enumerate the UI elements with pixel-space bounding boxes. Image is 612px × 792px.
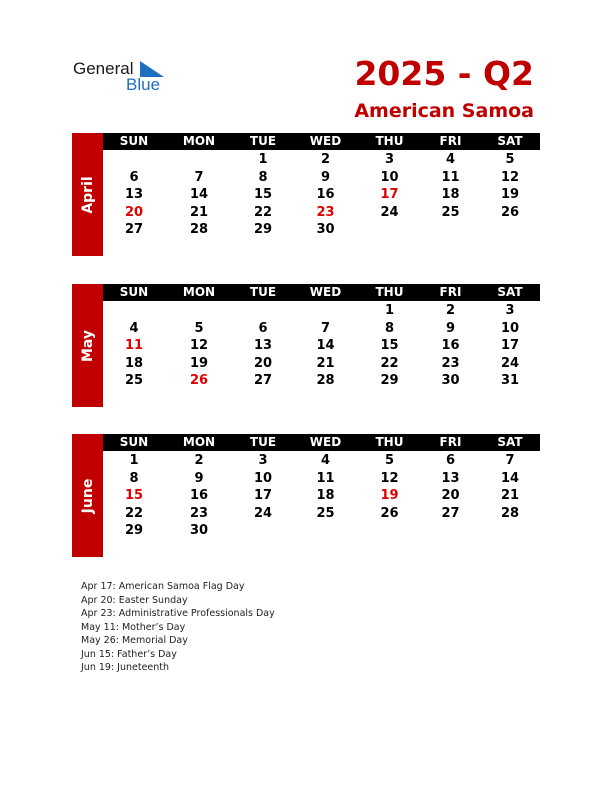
day-cell: 15 xyxy=(124,488,144,504)
day-cell: 12 xyxy=(189,338,209,354)
weekday-label: THU xyxy=(375,285,404,299)
day-cell: 15 xyxy=(380,338,399,354)
day-cell: 24 xyxy=(500,355,520,371)
day-cell: 14 xyxy=(316,338,335,354)
day-cell: 28 xyxy=(189,222,209,238)
day-cell: 4 xyxy=(320,453,331,468)
month-block-1 xyxy=(72,284,540,407)
day-cell: 10 xyxy=(380,169,399,185)
day-cell: 22 xyxy=(380,355,399,371)
weekday-label: WED xyxy=(309,134,342,148)
day-cell: 5 xyxy=(384,453,395,468)
day-cell: 19 xyxy=(380,488,399,504)
day-cell: 14 xyxy=(500,470,520,486)
day-cell: 24 xyxy=(380,204,399,220)
day-cell: 12 xyxy=(380,470,399,486)
day-cell: 16 xyxy=(316,187,335,203)
weekday-header xyxy=(103,434,540,451)
weekday-header xyxy=(103,284,540,301)
day-cell: 11 xyxy=(316,470,335,486)
weekday-label: SUN xyxy=(119,435,149,449)
day-cell: 1 xyxy=(129,453,139,468)
day-cell: 13 xyxy=(441,470,460,486)
day-cell: 26 xyxy=(189,373,209,389)
day-cell: 9 xyxy=(320,169,331,185)
day-cell: 19 xyxy=(500,187,520,203)
day-cell: 11 xyxy=(441,169,460,185)
day-cell: 3 xyxy=(505,303,515,318)
month-side-label xyxy=(72,434,103,557)
month-side-label xyxy=(72,284,103,407)
day-cell: 25 xyxy=(316,505,335,521)
day-cell: 6 xyxy=(445,453,456,468)
month-block-0 xyxy=(72,133,540,256)
month-block-2 xyxy=(72,434,540,557)
day-cell: 25 xyxy=(124,373,144,389)
day-cell: 1 xyxy=(258,152,268,167)
day-cell: 1 xyxy=(384,303,395,318)
day-cell: 8 xyxy=(384,320,395,336)
day-cell: 16 xyxy=(189,488,209,504)
day-cell: 4 xyxy=(129,320,139,336)
day-cell: 17 xyxy=(253,488,273,504)
day-cell: 15 xyxy=(253,187,273,203)
weekday-label: FRI xyxy=(439,285,462,299)
day-cell: 29 xyxy=(124,523,144,539)
day-cell: 8 xyxy=(129,470,139,486)
page-subtitle: American Samoa xyxy=(354,100,534,122)
day-cell: 6 xyxy=(129,169,139,185)
month-name: June xyxy=(79,478,96,513)
day-cell: 20 xyxy=(124,204,144,220)
day-cell: 25 xyxy=(441,204,460,220)
weekday-label: MON xyxy=(182,134,216,148)
weekday-label: SAT xyxy=(497,435,523,449)
page-title: 2025 - Q2 xyxy=(354,54,534,93)
day-cell: 27 xyxy=(124,222,144,238)
day-cell: 17 xyxy=(500,338,520,354)
day-cell: 21 xyxy=(316,355,335,371)
holiday-note: May 11: Mother’s Day xyxy=(81,621,186,633)
day-cell: 14 xyxy=(189,187,209,203)
day-cell: 5 xyxy=(505,152,515,167)
general-blue-logo xyxy=(73,59,173,95)
day-cell: 12 xyxy=(500,169,520,185)
day-cell: 23 xyxy=(316,204,335,220)
weekday-label: TUE xyxy=(249,435,277,449)
weekday-label: FRI xyxy=(439,435,462,449)
day-cell: 31 xyxy=(500,373,520,389)
holiday-note: Apr 23: Administrative Professionals Day xyxy=(81,608,275,619)
day-cell: 3 xyxy=(384,152,395,167)
day-cell: 18 xyxy=(124,355,144,371)
day-cell: 13 xyxy=(124,187,144,203)
weekday-label: THU xyxy=(375,134,404,148)
day-cell: 7 xyxy=(320,320,331,336)
day-cell: 30 xyxy=(441,373,460,389)
day-cell: 8 xyxy=(258,169,268,185)
weekday-label: THU xyxy=(375,435,404,449)
month-name: April xyxy=(79,175,96,214)
day-cell: 13 xyxy=(253,338,273,354)
day-cell: 30 xyxy=(189,523,209,539)
day-cell: 9 xyxy=(194,470,204,486)
day-cell: 5 xyxy=(194,320,204,336)
day-cell: 20 xyxy=(441,488,460,504)
day-cell: 30 xyxy=(316,222,335,238)
weekday-label: SAT xyxy=(497,285,523,299)
month-side-label xyxy=(72,133,103,256)
day-cell: 29 xyxy=(253,222,273,238)
day-cell: 2 xyxy=(445,303,456,318)
holiday-note: Apr 20: Easter Sunday xyxy=(81,594,188,606)
day-cell: 4 xyxy=(445,152,456,167)
weekday-label: WED xyxy=(309,285,342,299)
weekday-label: FRI xyxy=(439,134,462,148)
day-cell: 21 xyxy=(189,204,209,220)
weekday-label: SUN xyxy=(119,285,149,299)
holiday-note: Jun 19: Juneteenth xyxy=(81,662,170,673)
day-cell: 26 xyxy=(380,505,399,521)
weekday-label: SUN xyxy=(119,134,149,148)
day-cell: 27 xyxy=(253,373,273,389)
day-cell: 10 xyxy=(500,320,520,336)
holiday-note: Apr 17: American Samoa Flag Day xyxy=(81,581,245,592)
day-cell: 21 xyxy=(500,488,520,504)
month-name: May xyxy=(79,329,96,362)
day-cell: 20 xyxy=(253,355,273,371)
day-cell: 7 xyxy=(194,169,204,185)
weekday-label: TUE xyxy=(249,134,277,148)
day-cell: 11 xyxy=(124,338,144,354)
day-cell: 23 xyxy=(189,505,209,521)
day-cell: 28 xyxy=(316,373,335,389)
day-cell: 7 xyxy=(505,453,515,468)
day-cell: 2 xyxy=(320,152,331,167)
day-cell: 24 xyxy=(253,505,273,521)
day-cell: 6 xyxy=(258,320,268,336)
day-cell: 29 xyxy=(380,373,399,389)
day-cell: 19 xyxy=(189,355,209,371)
logo-text-general: General xyxy=(73,59,134,78)
day-cell: 22 xyxy=(124,505,144,521)
day-cell: 18 xyxy=(441,187,460,203)
holiday-note: May 26: Memorial Day xyxy=(81,635,188,646)
day-cell: 22 xyxy=(253,204,273,220)
day-cell: 2 xyxy=(194,453,204,468)
day-cell: 26 xyxy=(500,204,520,220)
logo-text-blue: Blue xyxy=(126,75,161,94)
day-cell: 10 xyxy=(253,470,273,486)
weekday-label: TUE xyxy=(249,285,277,299)
day-cell: 18 xyxy=(316,488,335,504)
weekday-label: WED xyxy=(309,435,342,449)
weekday-label: SAT xyxy=(497,134,523,148)
holiday-note: Jun 15: Father’s Day xyxy=(81,648,177,660)
weekday-header xyxy=(103,133,540,150)
day-cell: 17 xyxy=(380,187,399,203)
holiday-notes xyxy=(81,580,275,675)
day-cell: 27 xyxy=(441,505,460,521)
day-cell: 16 xyxy=(441,338,460,354)
day-cell: 3 xyxy=(258,453,268,468)
weekday-label: MON xyxy=(182,435,216,449)
day-cell: 28 xyxy=(500,505,520,521)
day-cell: 9 xyxy=(445,320,456,336)
weekday-label: MON xyxy=(182,285,216,299)
day-cell: 23 xyxy=(441,355,460,371)
